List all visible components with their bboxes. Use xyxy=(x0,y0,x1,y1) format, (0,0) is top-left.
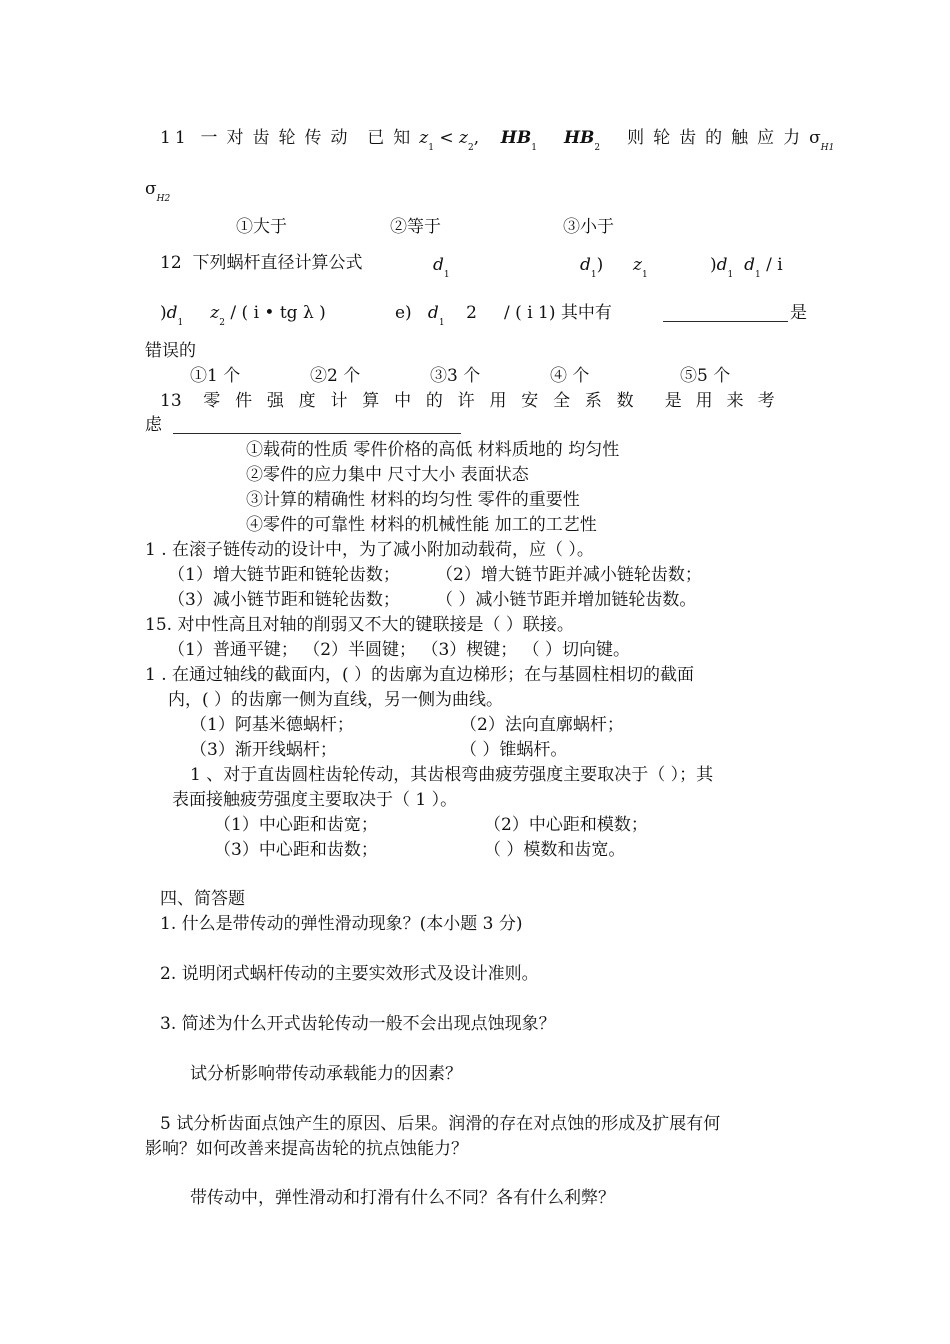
short-answer-4: 试分析影响带传动承载能力的因素？ xyxy=(190,1064,462,1084)
q11-option-1: ①大于 xyxy=(236,217,287,237)
q17-stem-1: 1 、对于直齿圆柱齿轮传动，其齿根弯曲疲劳强度主要取决于（ ）；其 xyxy=(190,765,714,785)
section-title: 四、简答题 xyxy=(160,889,245,909)
q17-option-2: （2）中心距和模数； xyxy=(484,815,648,835)
q17-option-4: （ ）模数和齿宽。 xyxy=(484,840,626,860)
q12-formula-a: $d_1$ xyxy=(433,255,450,280)
q13-line2: 虑 xyxy=(145,415,162,435)
q14-stem: 1 . 在滚子链传动的设计中，为了减小附加动载荷，应（ ）。 xyxy=(145,540,594,560)
q12-option-2: ②2 个 xyxy=(310,366,361,386)
q16-option-4: （ ）锥蜗杆。 xyxy=(460,740,568,760)
q11-text-d: 则轮齿的触应力 xyxy=(627,128,810,148)
q14-option-3: （3）减小链节距和链轮齿数； xyxy=(168,590,400,610)
q12-option-1: ①1 个 xyxy=(190,366,241,386)
q14-option-1: （1）增大链节距和链轮齿数； xyxy=(168,565,400,585)
q12-line2b: e) $d_1$ 2 / ( i 1) 其中有 xyxy=(395,303,612,328)
q12-option-3: ③3 个 xyxy=(430,366,481,386)
q12-line3: 错误的 xyxy=(145,341,196,361)
q12-is: 是 xyxy=(790,303,807,323)
q11-option-3: ③小于 xyxy=(563,217,614,237)
q12-formula-b: $d_1$) xyxy=(580,255,604,280)
q12-line2a: )$d_1$ $z_2$ / ( i • tg λ ) xyxy=(160,303,326,328)
q12-formula-c: $z_1$ xyxy=(633,255,648,280)
q11-line1: 11 一对齿轮传动 已知$z_1 < z_2$, $HB_1$ $HB_2$ 则轮齿的触应力$\sigma_{H1}$ xyxy=(160,128,835,153)
answer-blank xyxy=(173,433,461,434)
short-answer-5a: 5 试分析齿面点蚀产生的原因、后果。润滑的存在对点蚀的形成及扩展有何 xyxy=(160,1114,721,1134)
q12-option-4: ④ 个 xyxy=(550,366,590,386)
q13-option-2: ②零件的应力集中 尺寸大小 表面状态 xyxy=(246,465,529,485)
q12-option-5: ⑤5 个 xyxy=(680,366,731,386)
q17-option-3: （3）中心距和齿数； xyxy=(214,840,378,860)
q11-text-b: 已知 xyxy=(367,128,420,148)
q16-option-1: （1）阿基米德蜗杆； xyxy=(190,715,354,735)
q11-text-a: 一对齿轮传动 xyxy=(200,128,357,148)
short-answer-2: 2. 说明闭式蜗杆传动的主要实效形式及设计准则。 xyxy=(160,964,539,984)
q15-stem: 15. 对中性高且对轴的削弱又不大的键联接是（ ）联接。 xyxy=(145,615,574,635)
short-answer-5b: 影响？如何改善来提高齿轮的抗点蚀能力？ xyxy=(145,1139,468,1159)
q13-line1: 13 零件强度计算中的许用安全系数 是用来考 xyxy=(160,391,789,411)
q11-line2: $\sigma_{H2}$ xyxy=(145,179,171,204)
short-answer-6: 带传动中，弹性滑动和打滑有什么不同？各有什么利弊？ xyxy=(190,1188,615,1208)
q11-option-2: ②等于 xyxy=(390,217,441,237)
q17-stem-2: 表面接触疲劳强度主要取决于（ 1 ）。 xyxy=(172,790,458,810)
q13-option-1: ①载荷的性质 零件价格的高低 材料质地的 均匀性 xyxy=(246,440,620,460)
q12-formula-d: )$d_1$ $d_1$ / i xyxy=(710,255,783,280)
question-number: 11 xyxy=(160,128,190,148)
q13-option-3: ③计算的精确性 材料的均匀性 零件的重要性 xyxy=(246,490,580,510)
q14-option-4: （ ）减小链节距并增加链轮齿数。 xyxy=(436,590,697,610)
q16-stem-2: 内，( ）的齿廓一侧为直线，另一侧为曲线。 xyxy=(168,690,504,710)
q17-option-1: （1）中心距和齿宽； xyxy=(214,815,378,835)
q12-line1: 12 下列蜗杆直径计算公式 xyxy=(160,253,363,273)
answer-blank xyxy=(663,321,788,322)
q13-option-4: ④零件的可靠性 材料的机械性能 加工的工艺性 xyxy=(246,515,597,535)
short-answer-1: 1. 什么是带传动的弹性滑动现象？(本小题 3 分) xyxy=(160,914,523,934)
q16-option-3: （3）渐开线蜗杆； xyxy=(190,740,337,760)
q16-stem-1: 1 . 在通过轴线的截面内，( ）的齿廓为直边梯形；在与基圆柱相切的截面 xyxy=(145,665,695,685)
q16-option-2: （2）法向直廓蜗杆； xyxy=(460,715,624,735)
q15-options: （1）普通平键； （2）半圆键； （3）楔键； （ ）切向键。 xyxy=(168,640,631,660)
q14-option-2: （2）增大链节距并减小链轮齿数； xyxy=(436,565,702,585)
short-answer-3: 3. 简述为什么开式齿轮传动一般不会出现点蚀现象？ xyxy=(160,1014,556,1034)
